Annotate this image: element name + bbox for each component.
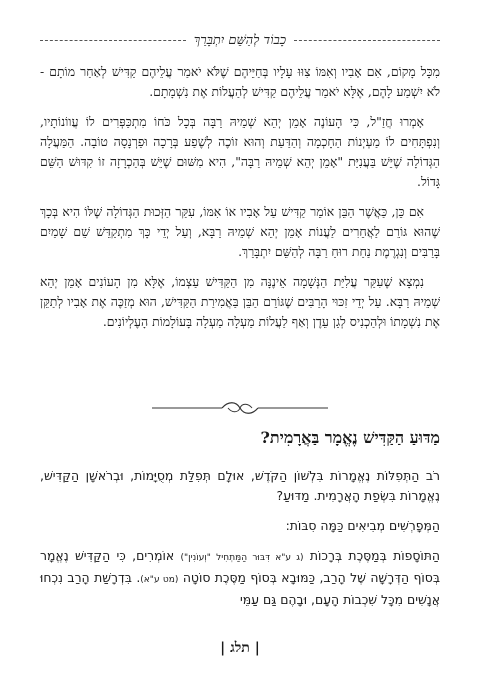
section-paragraph-3-text-a: הַתּוֹסָפוֹת בְּמַסֶּכֶת בְּרָכוֹת (309, 548, 440, 563)
header-rule-right (294, 40, 440, 41)
section-paragraph-3-text-c: . בִּדְרָשַׁת הָרַב נִכְחוּ אֲנָשִׁים מִכָּל שִׁכְבוֹת הָעָם, וּבָהֶם גַּם עַמֵּי (40, 570, 440, 607)
main-text (40, 62, 440, 342)
section-divider-ornament (150, 399, 330, 417)
section-paragraph-2: הַמְּפָרְשִׁים מְבִיאִים כַּמָּה סִבּוֹת: (285, 518, 440, 533)
running-header-title: כָבוֹד לְהַשֵּׁם יִתְבָּרַךְ (193, 33, 287, 48)
section-body (40, 466, 440, 620)
source-citation-2: (מט ע"א) (140, 575, 179, 585)
paragraph-1: מִכָּל מָקוֹם, אִם אָבִיו וְאִמּוֹ צִוּוּ עָלָיו בְּחַיֵּיהֶם שֶׁלֹּא יֹאמַר עֲלֵיהֶם קַדִּישׁ לְאַחַר מוֹתָם - לֹא יִשְׁמַע לָהֶם, אֶלָּא יֹאמַר עֲלֵיהֶם קַדִּישׁ לְהַעֲלוֹת אֶת נִשְׁמָתָם. (40, 64, 440, 99)
source-citation-1: (ג ע"א דִּבּוּר הַמַּתְחִיל "וְעוֹנִין") (180, 553, 304, 563)
running-header (40, 30, 440, 50)
section-paragraph-1: רֹב הַתְּפִלּוֹת נֶאֱמָרוֹת בִּלְשׁוֹן הַקֹּדֶשׁ, אוּלָם תְּפִלַּת מְסֻיָּמוֹת, וּבְרֹאשָׁן הַקַּדִּישׁ, נֶאֱמָרוֹת בִּשְׂפַת הָאֲרָמִית. מַדּוּעַ? (40, 468, 440, 503)
section-paragraph-3 (40, 546, 440, 610)
paragraph-3: אִם כֵּן, כַּאֲשֶׁר הַבֵּן אוֹמֵר קַדִּישׁ עַל אָבִיו אוֹ אִמּוֹ, עִקַּר הַזְּכוּת הַגְּדוֹלָה שֶׁלּוֹ הִיא בְּכָךְ שֶׁהוּא גּוֹרֵם לַאֲחֵרִים לַעֲנוֹת אָמֵן יְהֵא שְׁמֵיהּ רַבָּא, וְעַל יְדֵי כָּךְ מִתְקַדֵּשׁ שֵׁם שָׁמַיִם בָּרַבִּים וְנִגְרֶמֶת נַחַת רוּחַ רַבָּה לְהַשֵּׁם יִתְבָּרַךְ. (40, 204, 440, 259)
page-number: | תלג | (220, 640, 260, 656)
header-rule-left (40, 40, 186, 41)
paragraph-2: אָמְרוּ חֲזַ"ל, כִּי הָעוֹנֶה אָמֵן יְהֵא שְׁמֵיהּ רַבָּה בְּכָל כֹּחוֹ מִתְכַּפְּרִים לוֹ עֲווֹנוֹתָיו, וְנִפְתָּחִים לוֹ מַעְיְנוֹת הַחָכְמָה וְהַדַּעַת וְהוּא זוֹכֶה לְשֶׁפַע בְּרָכָה וּפַרְנָסָה טוֹבָה. הַמַּעֲלָה הַגְּדוֹלָה שֶׁיֵּשׁ בַּעֲנִיַּת "אָמֵן יְהֵא שְׁמֵיהּ רַבָּה", הִיא מִשּׁוּם שֶׁיֵּשׁ בְּהַכְרָזָה זוֹ קִדּוּשׁ הַשֵּׁם גָּדוֹל. (40, 114, 440, 189)
section-heading: מַדּוּעַ הַקַּדִּישׁ נֶאֱמָר בַּאֲרָמִית? (260, 428, 440, 447)
section-paragraph-3-text-b: אוֹמְרִים, כִּי הַקַּדִּישׁ נֶאֱמָר בְּסוֹף הַדְּרָשָׁה שֶׁל הָרַב, כַּמּוּבָא בְּסוֹף מַסֶּכֶת סוֹטָה (40, 548, 440, 585)
paragraph-4: נִמְצָא שֶׁעִקַּר עֲלִיַּת הַנְּשָׁמָה אֵינֶנָּה מִן הַקַּדִּישׁ עַצְמוֹ, אֶלָּא מִן הָעוֹנִים אָמֵן יְהֵא שְׁמֵיהּ רַבָּא. עַל יְדֵי זִכּוּי הָרַבִּים שֶׁגּוֹרֵם הַבֵּן בַּאֲמִירַת הַקַּדִּישׁ, הוּא מְזַכֶּה אֶת אָבִיו לְתַקֵּן אֶת נִשְׁמָתוֹ וּלְהַכְנִיס לְגַן עֵדֶן וְאַף לַעֲלוֹת מַעְלָה מַעְלָה בָּעוֹלָמוֹת הָעֶלְיוֹנִים. (40, 274, 440, 329)
